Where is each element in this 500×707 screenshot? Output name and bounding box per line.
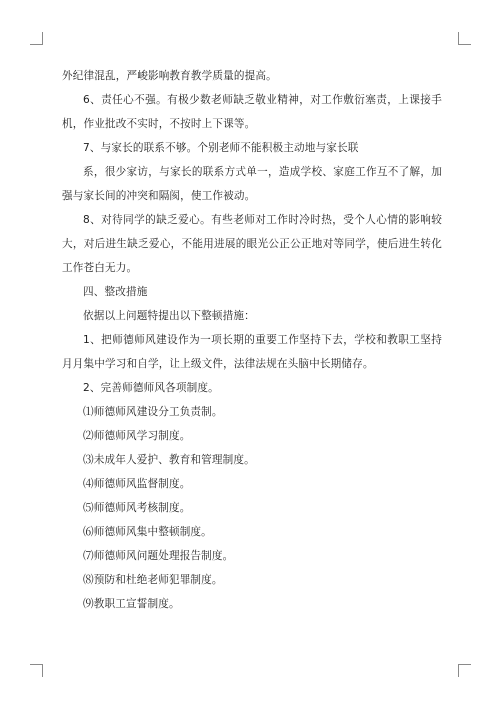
list-item-rule-7: ⑺师德师风问题处理报告制度。: [83, 550, 234, 562]
paragraph-measures-intro: 依据以上问题特提出以下整顿措施：: [83, 310, 255, 322]
crop-mark-top-left: [30, 32, 43, 45]
list-item-rule-3: ⑶未成年人爱护、教育和管理制度。: [83, 454, 255, 466]
paragraph-item-7-continued: 系，很少家访，与家长的联系方式单一，造成学校、家庭工作互不了解，加强与家长间的冲突和隔阂，使工作被动。: [62, 166, 442, 202]
paragraph-item-7: 7、与家长的联系不够。个别老师不能积极主动地与家长联: [83, 142, 359, 154]
list-item-rule-9: ⑼教职工宣誓制度。: [83, 598, 180, 610]
paragraph-item-6: 6、责任心不强。有极少数老师缺乏敬业精神，对工作敷衍塞责，上课接手机，作业批改不实时，不按时上下课等。: [62, 94, 442, 130]
crop-mark-bottom-right: [458, 664, 471, 677]
list-item-rule-6: ⑹师德师风集中整顿制度。: [83, 526, 212, 538]
list-item-rule-2: ⑵师德师风学习制度。: [83, 430, 191, 442]
list-item-rule-8: ⑻预防和杜绝老师犯罪制度。: [83, 574, 223, 586]
paragraph-discipline-tail: 外纪律混乱，严峻影响教育教学质量的提高。: [62, 70, 277, 82]
list-item-rule-1: ⑴师德师风建设分工负责制。: [83, 406, 223, 418]
paragraph-measure-1: 1、把师德师风建设作为一项长期的重要工作坚持下去，学校和教职工坚持月月集中学习和自学，让上级文件，法律法规在头脑中长期储存。: [62, 334, 442, 370]
section-heading-measures: 四、整改措施: [83, 286, 148, 298]
paragraph-measure-2: 2、完善师德师风各项制度。: [83, 382, 219, 394]
document-body: [62, 64, 442, 616]
crop-mark-bottom-left: [30, 664, 43, 677]
paragraph-item-8: 8、对待同学的缺乏爱心。有些老师对工作时冷时热，受个人心情的影响较大，对后进生缺乏爱心，不能用进展的眼光公正公正地对等同学，使后进生转化工作苍白无力。: [62, 214, 442, 274]
list-item-rule-4: ⑷师德师风监督制度。: [83, 478, 191, 490]
list-item-rule-5: ⑸师德师风考核制度。: [83, 502, 191, 514]
crop-mark-top-right: [458, 32, 471, 45]
